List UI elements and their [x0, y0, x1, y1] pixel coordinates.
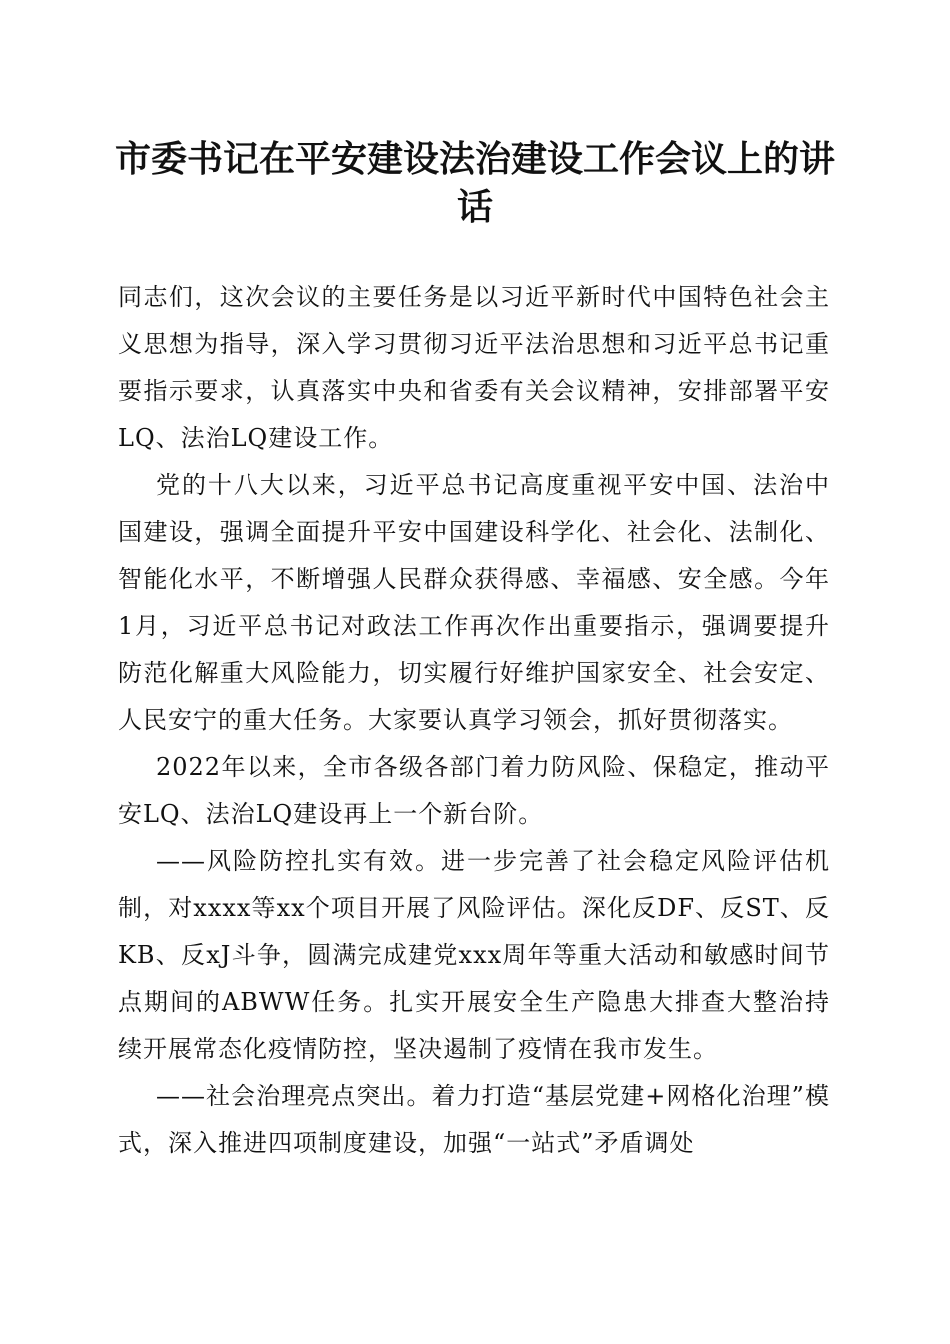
document-title: 市委书记在平安建设法治建设工作会议上的讲话: [114, 138, 835, 228]
paragraph-progress: 2022年以来，全市各级各部门着力防风险、保稳定，推动平安LQ、法治LQ建设再上一个新台阶。: [118, 753, 830, 828]
paragraph-risk-control: ——风险防控扎实有效。进一步完善了社会稳定风险评估机制，对xxxx等xx个项目开展了风险评估。深化反DF、反ST、反KB、反xJ斗争，圆满完成建党xxx周年等重大活动和敏感时间节点期间的ABWW任务。扎实开展安全生产隐患大排查大整治持续开展常态化疫情防控，坚决遏制了疫情在我市发生。: [118, 847, 830, 1063]
paragraph-background: 党的十八大以来，习近平总书记高度重视平安中国、法治中国建设，强调全面提升平安中国建设科学化、社会化、法制化、智能化水平，不断增强人民群众获得感、幸福感、安全感。今年1月，习近平总书记对政法工作再次作出重要指示，强调要提升防范化解重大风险能力，切实履行好维护国家安全、社会安定、人民安宁的重大任务。大家要认真学习领会，抓好贯彻落实。: [118, 471, 830, 734]
paragraph-social-governance: ——社会治理亮点突出。着力打造“基层党建+网格化治理”模式，深入推进四项制度建设，加强“一站式”矛盾调处: [118, 1082, 830, 1157]
paragraph-opening: 同志们，这次会议的主要任务是以习近平新时代中国特色社会主义思想为指导，深入学习贯彻习近平法治思想和习近平总书记重要指示要求，认真落实中央和省委有关会议精神，安排部署平安LQ、法治LQ建设工作。: [118, 283, 830, 452]
document-body: [118, 274, 830, 1167]
